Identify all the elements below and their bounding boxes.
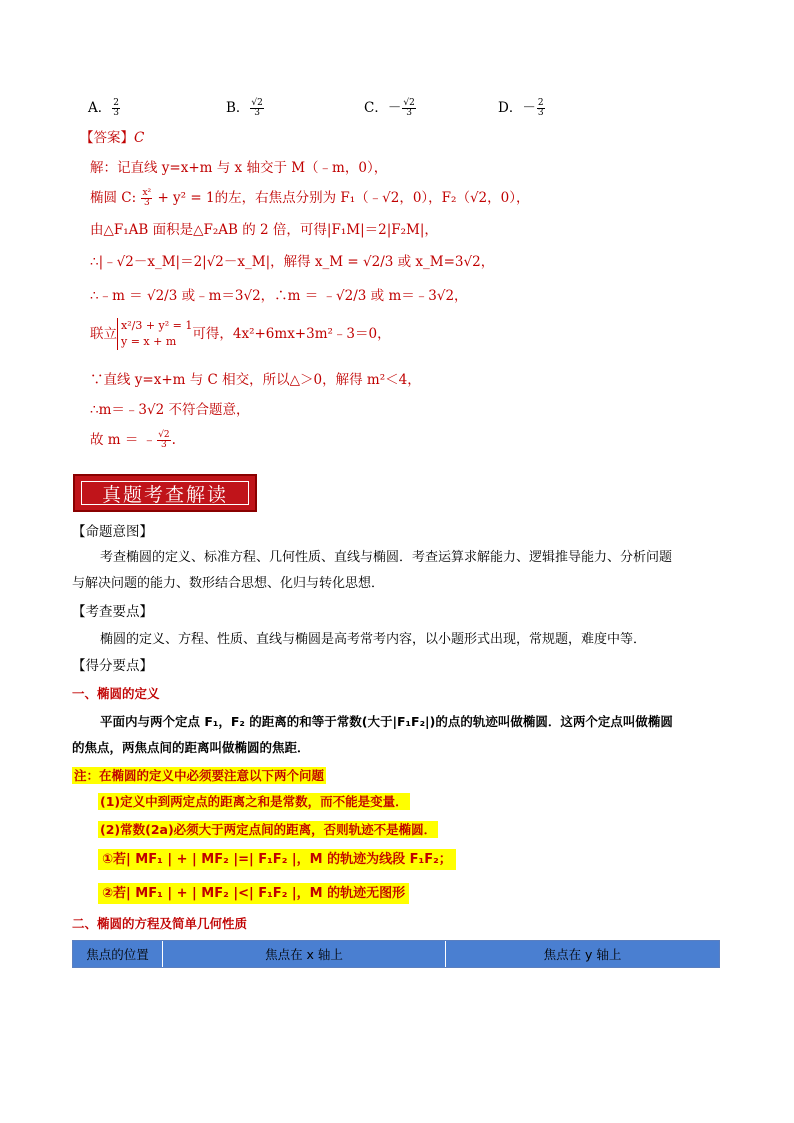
- option-b: B． $\frac{√2}{3}$: [226, 98, 263, 118]
- solution-line-8: ∴m＝﹣3√2 不符合题意，: [90, 402, 250, 418]
- solution-line-9: 故 m ＝ ﹣ $\frac{√2}{3}$ .: [90, 430, 176, 450]
- points-text: 椭圆的定义、方程、性质、直线与椭圆是高考常考内容，以小题形式出现，常规题，难度中等．: [100, 632, 647, 647]
- definition-text-1: 平面内与两个定点 F₁，F₂ 的距离的和等于常数(大于|F₁F₂|)的点的轨迹叫做椭圆．这两个定点叫做椭圆: [100, 714, 673, 729]
- equation-heading: 二、椭圆的方程及简单几何性质: [72, 916, 248, 931]
- table-header-cell: 焦点的位置: [73, 941, 163, 967]
- table-header-cell: 焦点在 y 轴上: [446, 941, 719, 967]
- intent-text-1: 考查椭圆的定义、标准方程、几何性质、直线与椭圆．考查运算求解能力、逻辑推导能力、分析问题: [100, 550, 673, 565]
- definition-text-2: 的焦点，两焦点间的距离叫做椭圆的焦距．: [72, 740, 310, 755]
- properties-table-header: [72, 940, 720, 968]
- option-c: C．－ $\frac{√2}{3}$: [364, 98, 415, 118]
- answer-line: 【答案】C: [80, 130, 145, 146]
- solution-line-6: 联立 x²/3 + y² = 1 y = x + m 可得，4x²+6mx+3m²﹣3＝0，: [90, 319, 391, 348]
- section-banner: [73, 474, 257, 512]
- case-item-1: ①若| MF₁ | + | MF₂ |=| F₁F₂ |，M 的轨迹为线段 F₁F₂；: [98, 850, 456, 870]
- note-item-2: (2)常数(2a)必须大于两定点间的距离，否则轨迹不是椭圆．: [100, 822, 437, 837]
- solution-line-7: ∵直线 y=x+m 与 C 相交，所以△＞0，解得 m²＜4，: [90, 372, 421, 388]
- solution-line-4: ∴|﹣√2－x_M|＝2|√2－x_M|，解得 x_M = √2/3 或 x_M=3√2，: [90, 254, 495, 270]
- solution-line-5: ∴﹣m ＝ √2/3 或﹣m＝3√2，∴m ＝ ﹣√2/3 或 m＝﹣3√2，: [90, 288, 468, 304]
- solution-line-3: 由△F₁AB 面积是△F₂AB 的 2 倍，可得|F₁M|＝2|F₂M|，: [90, 222, 438, 238]
- note-heading: 注：在椭圆的定义中必须要注意以下两个问题: [74, 768, 325, 783]
- table-header-cell: 焦点在 x 轴上: [163, 941, 446, 967]
- intent-label: 【命题意图】: [72, 524, 153, 540]
- option-d: D．－ $\frac{2}{3}$: [498, 98, 544, 118]
- equation-system: x²/3 + y² = 1 y = x + m: [117, 318, 192, 350]
- solution-line-2: 椭圆 C: $\frac{\text{x²}}{3}$ + y² = 1的左，右焦点分别为 F₁（﹣√2，0），F₂（√2，0），: [90, 188, 530, 208]
- intent-text-2: 与解决问题的能力、数形结合思想、化归与转化思想．: [72, 576, 385, 591]
- case-item-2: ②若| MF₁ | + | MF₂ |<| F₁F₂ |，M 的轨迹无图形: [98, 884, 409, 904]
- score-label: 【得分要点】: [72, 658, 153, 674]
- note-item-1: (1)定义中到两定点的距离之和是常数，而不能是变量．: [100, 794, 408, 809]
- points-label: 【考查要点】: [72, 604, 153, 620]
- solution-line-1: 解：记直线 y=x+m 与 x 轴交于 M（﹣m，0），: [90, 160, 388, 176]
- banner-title: 真题考查解读: [81, 481, 249, 505]
- option-a: A． $\frac{2}{3}$: [88, 98, 119, 118]
- definition-heading: 一、椭圆的定义: [72, 686, 160, 701]
